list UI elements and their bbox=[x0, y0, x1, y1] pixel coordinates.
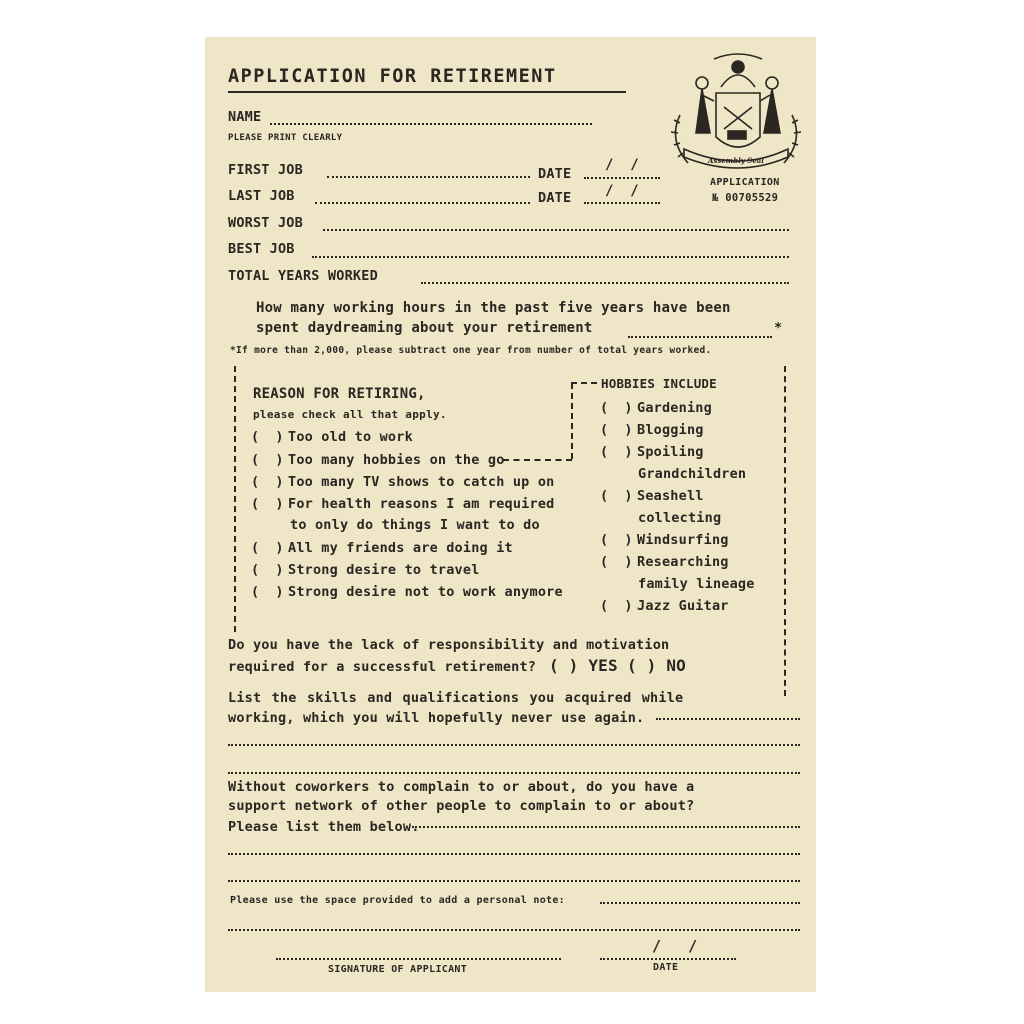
signature-date-field[interactable] bbox=[600, 958, 736, 960]
hobby-connector-bottom bbox=[503, 459, 572, 461]
reason-item: Too many TV shows to catch up on bbox=[288, 474, 555, 490]
signature-field[interactable] bbox=[276, 958, 561, 960]
best-job-field[interactable] bbox=[312, 256, 789, 258]
total-years-label: TOTAL YEARS WORKED bbox=[228, 268, 378, 284]
hobbies-box-right-border bbox=[784, 366, 786, 696]
reason-item-continued: to only do things I want to do bbox=[290, 517, 540, 533]
reason-item: All my friends are doing it bbox=[288, 540, 513, 556]
network-field-line3[interactable] bbox=[228, 880, 800, 882]
title-underline bbox=[228, 91, 626, 93]
form-title: APPLICATION FOR RETIREMENT bbox=[228, 66, 557, 87]
personal-note-field-line2[interactable] bbox=[228, 929, 800, 931]
application-number: № 00705529 bbox=[712, 192, 779, 204]
reason-checkbox[interactable]: ( ) bbox=[251, 429, 284, 445]
hobby-item-continued: family lineage bbox=[638, 576, 755, 592]
total-years-field[interactable] bbox=[421, 282, 789, 284]
hobby-item: Gardening bbox=[637, 400, 712, 416]
hobby-item: Seashell bbox=[637, 488, 704, 504]
reason-checkbox[interactable]: ( ) bbox=[251, 584, 284, 600]
first-job-date-slashes: / / bbox=[605, 157, 639, 173]
name-field[interactable] bbox=[270, 123, 592, 125]
hobby-item: Windsurfing bbox=[637, 532, 729, 548]
hobby-item: Blogging bbox=[637, 422, 704, 438]
last-job-date-slashes: / / bbox=[605, 183, 639, 199]
hobby-connector-top bbox=[571, 382, 597, 384]
daydream-footnote: *If more than 2,000, please subtract one year from number of total years worked. bbox=[230, 345, 712, 356]
state-seal-icon bbox=[666, 45, 806, 170]
hobby-item-continued: Grandchildren bbox=[638, 466, 747, 482]
skills-field-line3[interactable] bbox=[228, 772, 800, 774]
hobby-checkbox[interactable]: ( ) bbox=[600, 422, 633, 438]
reason-item: Strong desire to travel bbox=[288, 562, 480, 578]
reason-item: Too old to work bbox=[288, 429, 413, 445]
hobbies-heading: HOBBIES INCLUDE bbox=[601, 376, 717, 391]
first-job-date-field[interactable] bbox=[584, 177, 660, 179]
hobby-item: Spoiling bbox=[637, 444, 704, 460]
personal-note-field-line1[interactable] bbox=[600, 902, 800, 904]
daydream-hours-field[interactable] bbox=[628, 336, 772, 338]
worst-job-label: WORST JOB bbox=[228, 215, 303, 231]
last-job-label: LAST JOB bbox=[228, 188, 295, 204]
hobby-checkbox[interactable]: ( ) bbox=[600, 444, 633, 460]
signature-label: SIGNATURE OF APPLICANT bbox=[328, 964, 468, 975]
hobby-checkbox[interactable]: ( ) bbox=[600, 488, 633, 504]
responsibility-no-option[interactable]: ( ) NO bbox=[627, 656, 686, 675]
hobby-item: Researching bbox=[637, 554, 729, 570]
reason-item: For health reasons I am required bbox=[288, 496, 555, 512]
hobby-checkbox[interactable]: ( ) bbox=[600, 400, 633, 416]
responsibility-question-line1: Do you have the lack of responsibility and motivation bbox=[228, 637, 670, 653]
skills-question-line2: working, which you will hopefully never use again. bbox=[228, 710, 645, 726]
application-label: APPLICATION bbox=[710, 177, 780, 188]
skills-field-line2[interactable] bbox=[228, 744, 800, 746]
hobby-checkbox[interactable]: ( ) bbox=[600, 554, 633, 570]
personal-note-prompt: Please use the space provided to add a personal note: bbox=[230, 895, 565, 906]
hobby-checkbox[interactable]: ( ) bbox=[600, 598, 633, 614]
last-job-date-label: DATE bbox=[538, 190, 572, 206]
seal-ribbon-text: Assembly Seal bbox=[708, 156, 764, 165]
best-job-label: BEST JOB bbox=[228, 241, 295, 257]
network-question-line2: support network of other people to complain to or about? bbox=[228, 798, 695, 814]
reason-item: Strong desire not to work anymore bbox=[288, 584, 563, 600]
last-job-date-field[interactable] bbox=[584, 202, 660, 204]
signature-date-slashes: / / bbox=[652, 937, 698, 955]
print-clearly-note: PLEASE PRINT CLEARLY bbox=[228, 133, 343, 143]
hobby-checkbox[interactable]: ( ) bbox=[600, 532, 633, 548]
reasons-box-left-border bbox=[234, 366, 236, 632]
reason-checkbox[interactable]: ( ) bbox=[251, 474, 284, 490]
first-job-field[interactable] bbox=[327, 176, 530, 178]
reason-item: Too many hobbies on the go bbox=[288, 452, 505, 468]
network-question-line1: Without coworkers to complain to or about, do you have a bbox=[228, 779, 695, 795]
reasons-heading: REASON FOR RETIRING, bbox=[253, 386, 426, 402]
last-job-field[interactable] bbox=[315, 202, 530, 204]
reason-checkbox[interactable]: ( ) bbox=[251, 562, 284, 578]
reason-checkbox[interactable]: ( ) bbox=[251, 496, 284, 512]
daydream-asterisk: * bbox=[774, 320, 783, 336]
daydream-question-line2: spent daydreaming about your retirement bbox=[256, 320, 593, 336]
responsibility-question-line2: required for a successful retirement? bbox=[228, 659, 537, 675]
first-job-date-label: DATE bbox=[538, 166, 572, 182]
reasons-subheading: please check all that apply. bbox=[253, 408, 447, 421]
responsibility-yes-option[interactable]: ( ) YES bbox=[549, 656, 618, 675]
network-question-line3: Please list them below. bbox=[228, 819, 420, 835]
network-field-line1[interactable] bbox=[412, 826, 800, 828]
hobby-item: Jazz Guitar bbox=[637, 598, 729, 614]
signature-date-label: DATE bbox=[653, 962, 679, 973]
hobby-connector-vertical bbox=[571, 383, 573, 459]
reason-checkbox[interactable]: ( ) bbox=[251, 540, 284, 556]
skills-question-line1: List the skills and qualifications you acquired while bbox=[228, 690, 684, 706]
skills-field-line1[interactable] bbox=[656, 718, 800, 720]
worst-job-field[interactable] bbox=[323, 229, 789, 231]
name-label: NAME bbox=[228, 109, 262, 125]
network-field-line2[interactable] bbox=[228, 853, 800, 855]
first-job-label: FIRST JOB bbox=[228, 162, 303, 178]
hobby-item-continued: collecting bbox=[638, 510, 722, 526]
daydream-question-line1: How many working hours in the past five years have been bbox=[256, 300, 731, 316]
reason-checkbox[interactable]: ( ) bbox=[251, 452, 284, 468]
